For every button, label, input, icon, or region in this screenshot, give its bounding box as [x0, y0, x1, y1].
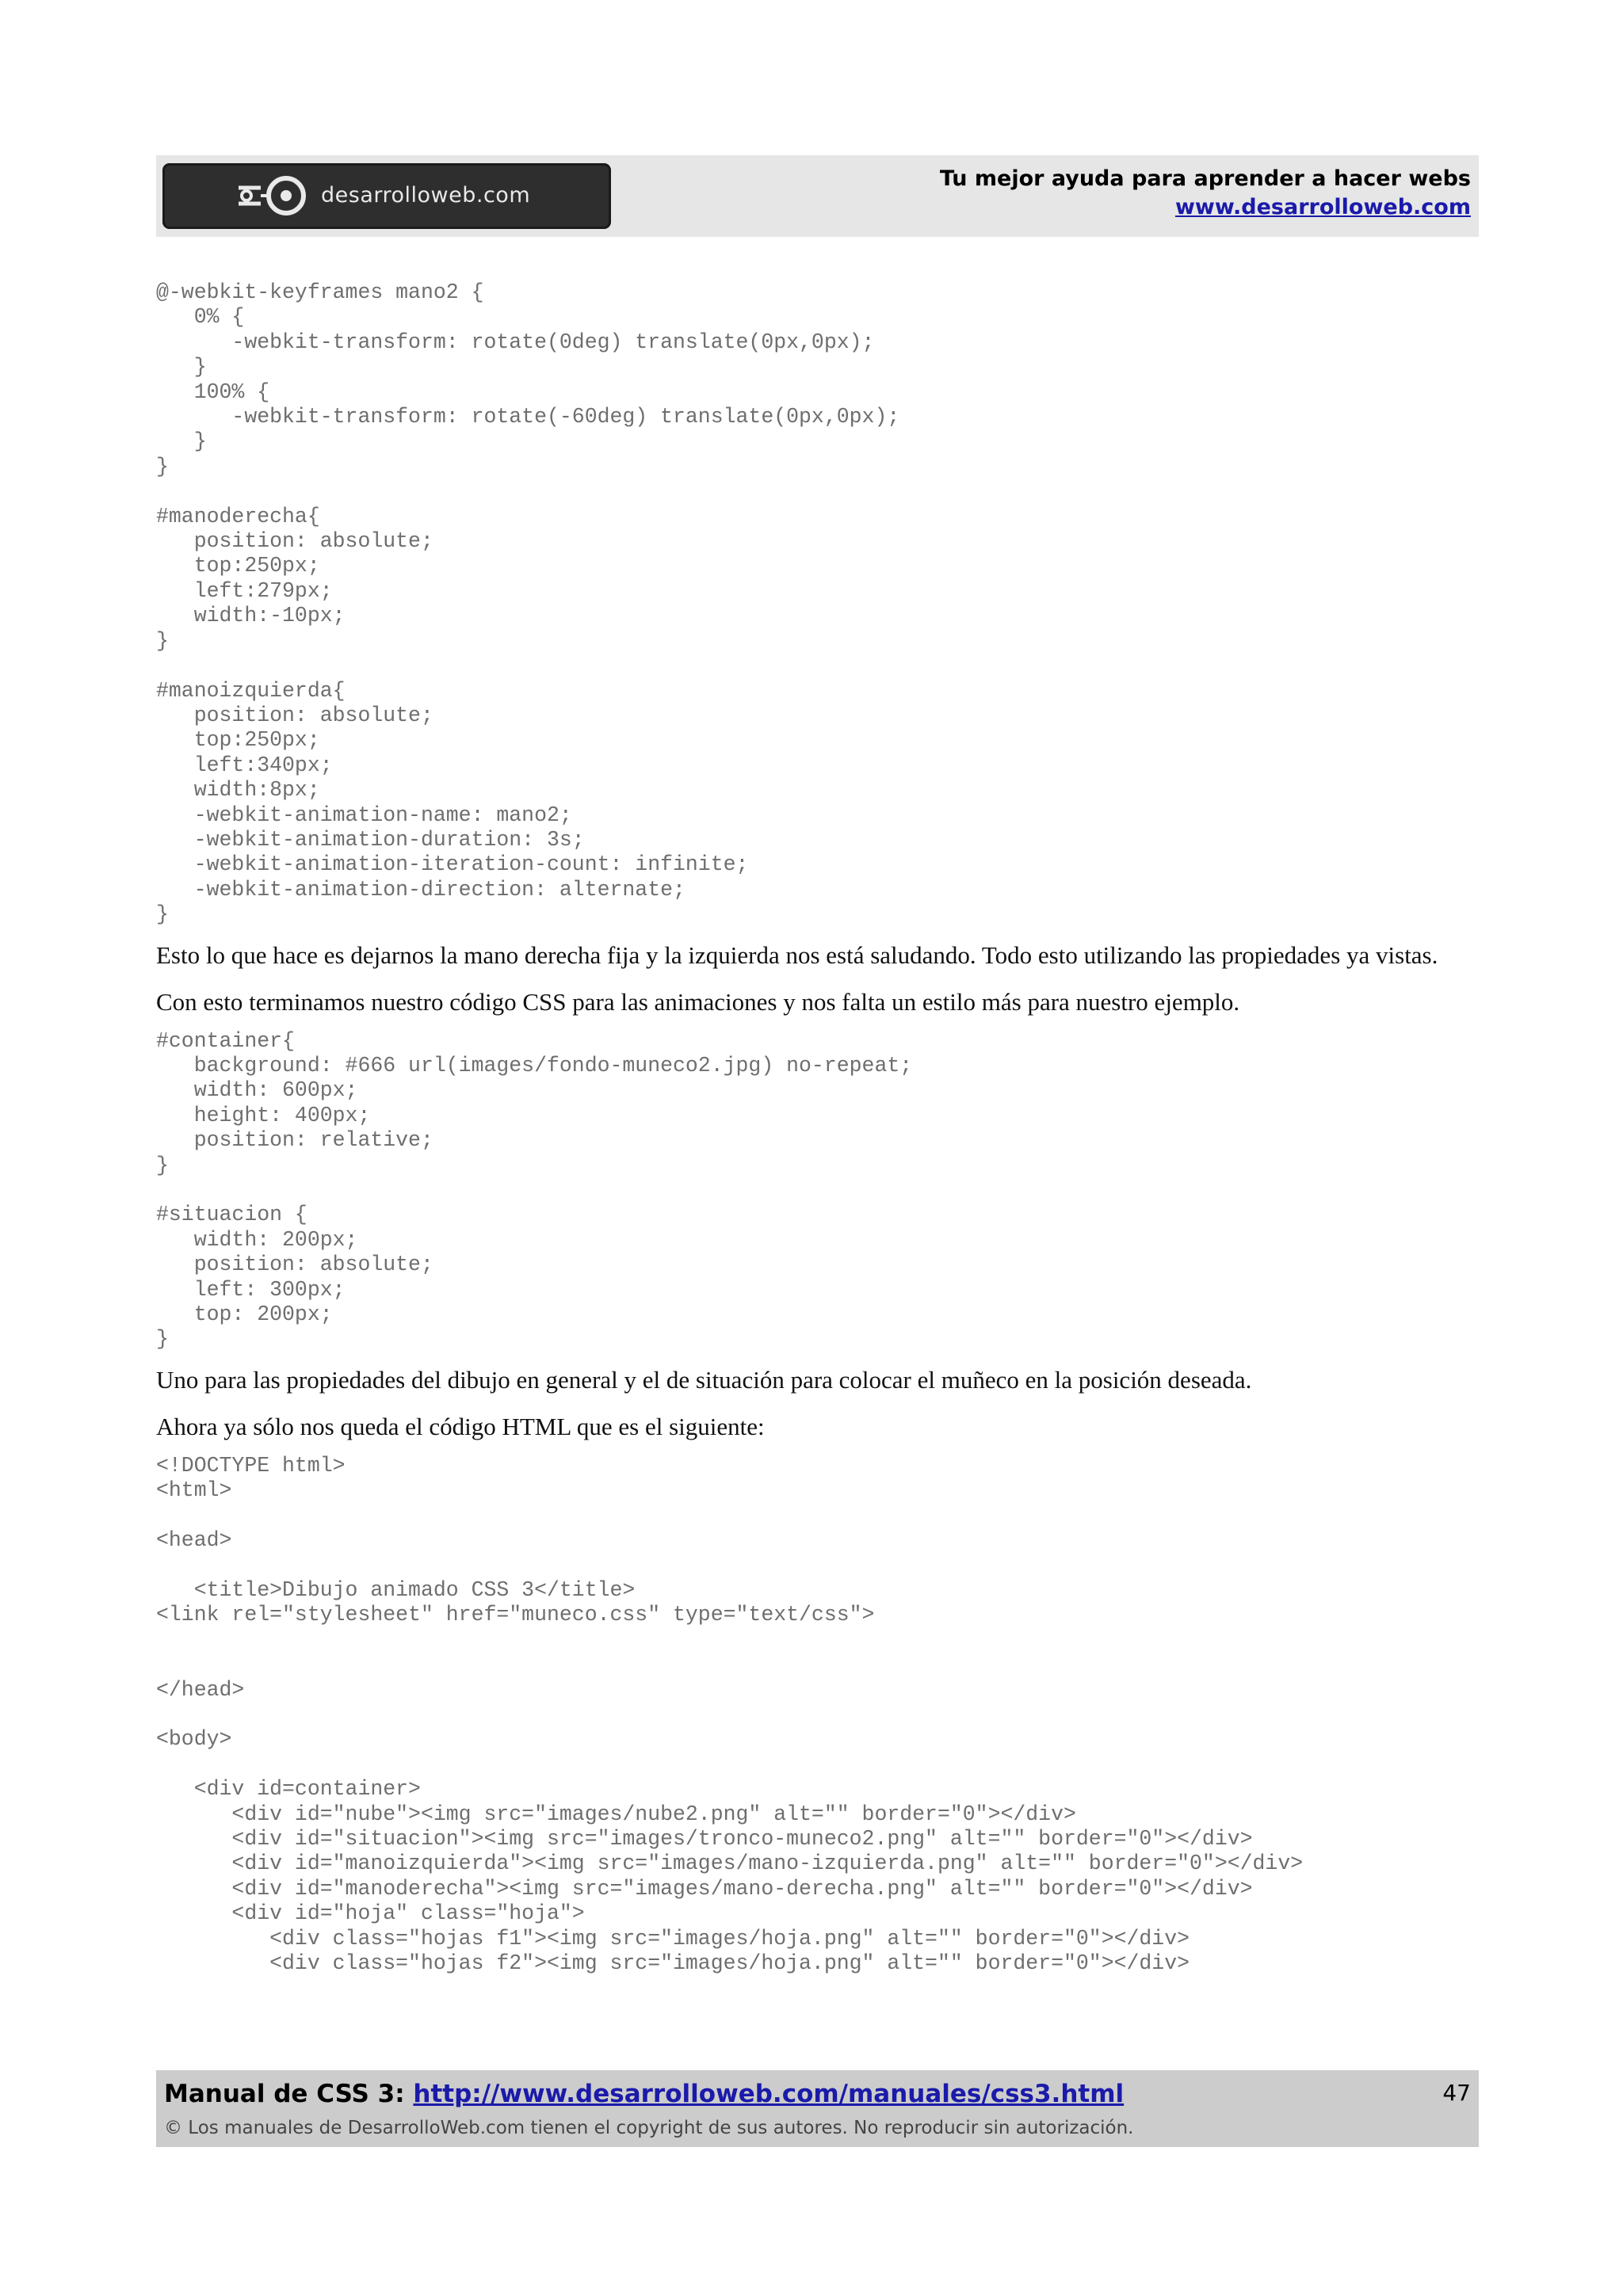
code-block-html: <!DOCTYPE html> <html> <head> <title>Dibujo animado CSS 3</title> <link rel="stylesheet" href="muneco.css" type="text/css"> </head> <body> <div id=container> <div id="nube"><img src="images/nube2.png" alt="" border="0"></div> <div id="situacion"><img src="images/tronco-muneco2.png" alt="" border="0"></div> <div id="manoizquierda"><img src="images/mano-izquierda.png" alt="" border="0"></div> <div id="manoderecha"><img src="images/mano-derecha.png" alt="" border="0"></div> <div id="hoja" class="hoja"> <div class="hojas f1"><img src="images/hoja.png" alt="" border="0"></div> <div class="hojas f2"><img src="images/hoja.png" alt="" border="0"></div> [156, 1453, 1304, 1975]
site-link[interactable]: www.desarrolloweb.com [1174, 195, 1471, 219]
tagline-text: Tu mejor ayuda para aprender a hacer webs [939, 166, 1471, 191]
page-content [156, 280, 1479, 1976]
footer-title [164, 2080, 1124, 2108]
logo-text: desarrolloweb.com [321, 183, 531, 208]
manual-link[interactable]: http://www.desarrolloweb.com/manuales/css3.html [413, 2080, 1125, 2108]
page-footer [156, 2070, 1479, 2147]
footer-title-prefix: Manual de CSS 3: [164, 2080, 405, 2108]
copyright-notice: © Los manuales de DesarrolloWeb.com tienen el copyright de sus autores. No reproducir sin autorización. [164, 2118, 1134, 2138]
paragraph: Uno para las propiedades del dibujo en general y el de situación para colocar el muñeco en la posición deseada. [156, 1365, 1252, 1394]
paragraph: Con esto terminamos nuestro código CSS para las animaciones y nos falta un estilo más para nuestro ejemplo. [156, 987, 1240, 1016]
logo-mark-icon [237, 174, 316, 218]
page-number: 47 [1442, 2080, 1471, 2106]
page-header [156, 155, 1479, 237]
paragraph: Ahora ya sólo nos queda el código HTML que es el siguiente: [156, 1412, 765, 1440]
site-logo[interactable] [162, 163, 611, 229]
paragraph: Esto lo que hace es dejarnos la mano derecha fija y la izquierda nos está saludando. Todo esto utilizando las propiedades ya vistas. [156, 940, 1438, 969]
header-tagline [940, 165, 1471, 222]
code-block-keyframes: @-webkit-keyframes mano2 { 0% { -webkit-transform: rotate(0deg) translate(0px,0px); } 100% { -webkit-transform: rotate(-60deg) translate(0px,0px); } } #manoderecha{ position: absolute; top:250px; left:279px; width:-10px; } #manoizquierda{ position: absolute; top:250px; left:340px; width:8px; -webkit-animation-name: mano2; -webkit-animation-duration: 3s; -webkit-animation-iteration-count: infinite; -webkit-animation-direction: alternate; } [156, 280, 900, 927]
code-block-container: #container{ background: #666 url(images/fondo-muneco2.jpg) no-repeat; width: 600px; height: 400px; position: relative; } #situacion { width: 200px; position: absolute; left: 300px; top: 200px; } [156, 1028, 913, 1352]
